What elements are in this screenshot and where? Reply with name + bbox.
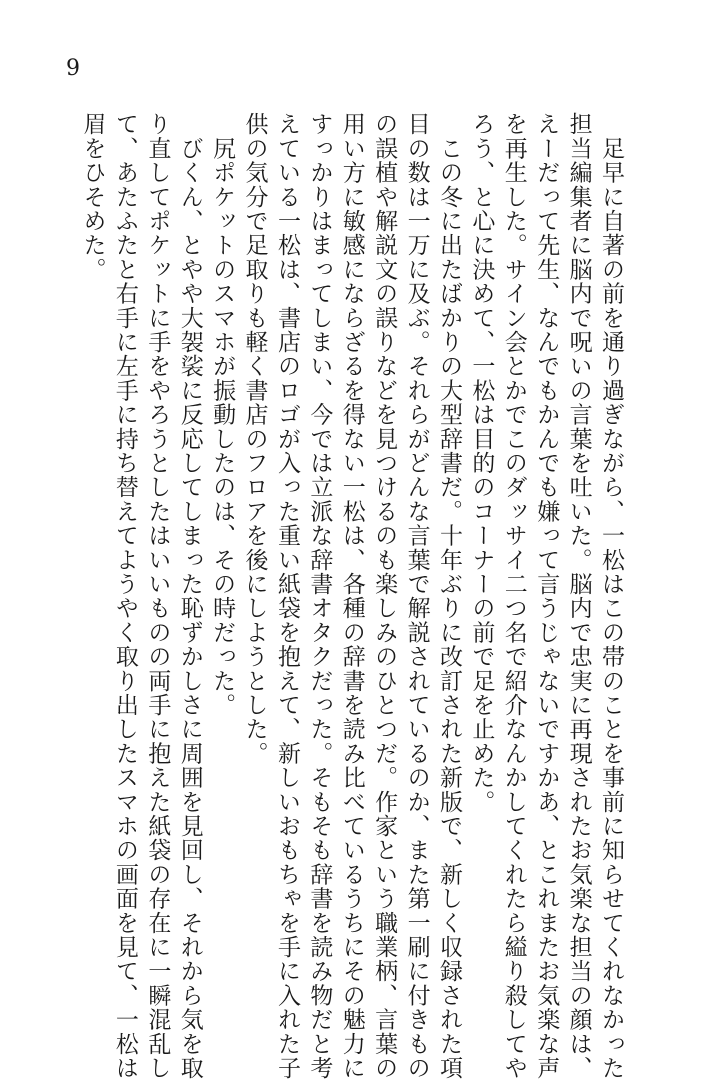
- text-line: 目の数は一万に及ぶ。それらがどんな言葉で解説されているのか、また第一刷に付きもの: [403, 112, 430, 1080]
- body-text: [76, 112, 627, 1080]
- text-line: 眉をひそめた。: [79, 112, 106, 282]
- page-number: 9: [66, 56, 80, 81]
- text-line: 用い方に敏感にならざるを得ない一松は、各種の辞書を読み比べているうちにその魅力に: [338, 112, 365, 1080]
- text-line: 供の気分で足取りも軽く書店のフロアを後にしようとした。: [241, 112, 268, 766]
- text-line: すっかりはまってしまい、今では立派な辞書オタクだった。そもそも辞書を読み物だと考: [306, 112, 333, 1080]
- text-line: この冬に出たばかりの大型辞書だ。十年ぶりに改訂された新版で、新しく収録された項: [435, 112, 462, 1080]
- text-line: 担当編集者に脳内で呪いの言葉を吐いた。脳内で忠実に再現されたお気楽な担当の顔は、: [565, 112, 592, 1080]
- text-line: を再生した。サイン会とかでこのダッサイ二つ名で紹介なんかしてくれたら縊り殺してや: [500, 112, 527, 1080]
- text-line: て、あたふたと右手に左手に持ち替えてようやく取り出したスマホの画面を見て、一松は: [111, 112, 138, 1080]
- text-line: えーだって先生、なんでもかんでも嫌って言うじゃないですかあ、とこれまたお気楽な声: [533, 112, 560, 1080]
- text-line: えている一松は、書店のロゴが入った重い紙袋を抱えて、新しいおもちゃを手に入れた子: [273, 112, 300, 1080]
- text-line: の誤植や解説文の誤りなどを見つけるのも楽しみのひとつだ。作家という職業柄、言葉の: [371, 112, 398, 1080]
- text-line: ろう、と心に決めて、一松は目的のコーナーの前で足を止めた。: [468, 112, 495, 814]
- text-line: びくん、とやや大袈裟に反応してしまった恥ずかしさに周囲を見回し、それから気を取: [176, 112, 203, 1080]
- text-line: 尻ポケットのスマホが振動したのは、その時だった。: [209, 112, 236, 717]
- text-line: 足早に自著の前を通り過ぎながら、一松はこの帯のことを事前に知らせてくれなかった: [598, 112, 624, 1080]
- text-line: り直してポケットに手をやろうとしたはいいものの両手に抱えた紙袋の存在に一瞬混乱し: [144, 112, 171, 1080]
